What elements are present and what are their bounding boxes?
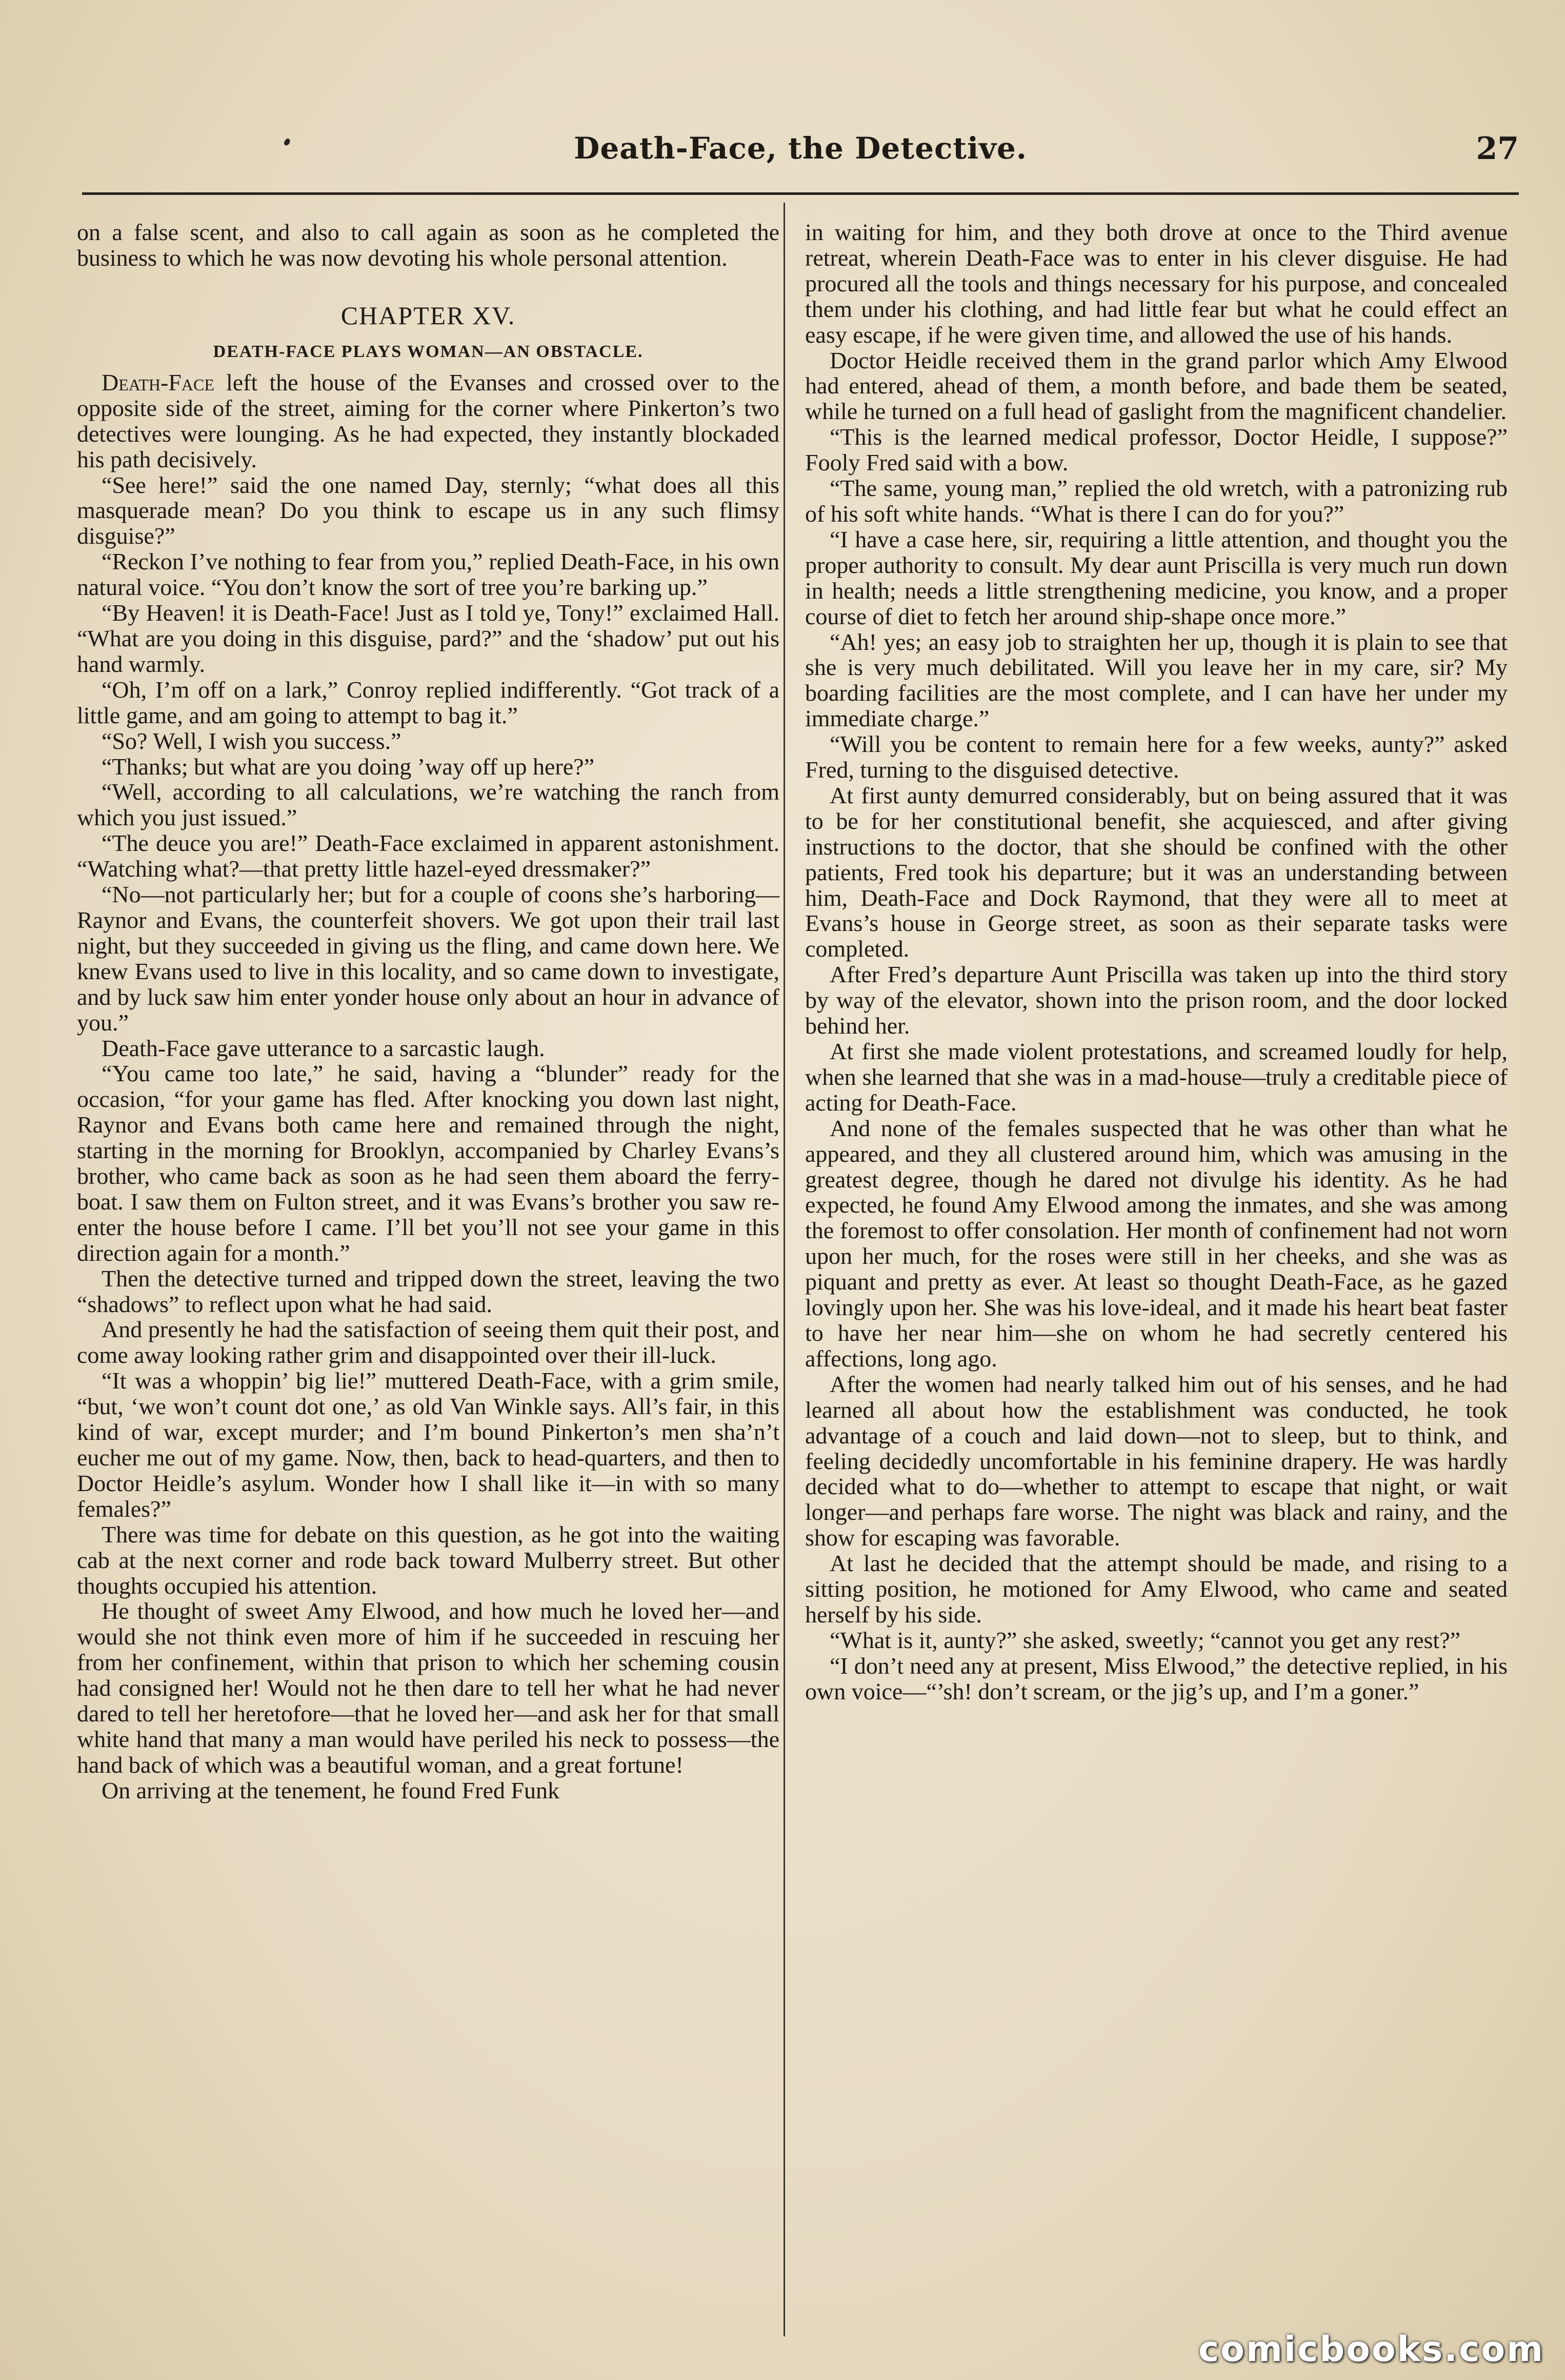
paragraph: “Reckon I’ve nothing to fear from you,” replied Death-Face, in his own natural voice. “You don’t know the sort of tree you’re barking up.” <box>77 548 779 601</box>
chapter-title: CHAPTER XV. <box>340 301 516 330</box>
paragraph: “Thanks; but what are you doing ’way off up here?” <box>102 753 594 780</box>
header-rule <box>82 192 1519 195</box>
watermark: comicbooks.com <box>1198 2329 1544 2370</box>
paragraph: “See here!” said the one named Day, sternly; “what does all this masquerade mean? Do you think to escape us in any such flimsy disguise?” <box>77 471 779 549</box>
paragraph-text: left the house of the Evanses and crossed over to the opposite side of the street, aiming for the corner where Pinkerton’s two detectives were lounging. As he had expected, they instantly blockaded his path decisively. <box>77 369 779 472</box>
paragraph: on a false scent, and also to call again as soon as he completed the business to which he was now devoting his whole personal attention. <box>77 219 779 271</box>
paragraph: Then the detective turned and tripped down the street, leaving the two “shadows” to reflect upon what he had said. <box>77 1265 779 1317</box>
paragraph: He thought of sweet Amy Elwood, and how much he loved her—and would she not think even more of him if he succeeded in rescuing her from her confinement, within that prison to which her scheming cousin had consigned her! Would not he then dare to tell her what he had never dared to tell her heretofore—that he loved her—and ask her for that small white hand that many a man would have periled his neck to possess—the hand back of which was a beautiful woman, and a great fortune! <box>77 1598 779 1778</box>
paragraph: Doctor Heidle received them in the grand parlor which Amy Elwood had entered, ahead of them, a month before, and bade them be seated, while he turned on a full head of gaslight from the magnificent chandelier. <box>805 347 1508 425</box>
paragraph: At first she made violent protestations, and screamed loudly for help, when she learned that she was in a mad-house—truly a creditable piece of acting for Death-Face. <box>805 1038 1508 1116</box>
lead-word: Death-Face <box>102 369 214 395</box>
paragraph: “This is the learned medical professor, Doctor Heidle, I suppose?” Fooly Fred said with a bow. <box>805 424 1508 476</box>
paragraph: “The deuce you are!” Death-Face exclaimed in apparent astonishment. “Watching what?—that pretty little hazel-eyed dressmaker?” <box>77 830 779 882</box>
paragraph <box>77 370 779 472</box>
chapter-subtitle: DEATH-FACE PLAYS WOMAN—AN OBSTACLE. <box>213 342 644 362</box>
paragraph: Death-Face gave utterance to a sarcastic laugh. <box>102 1035 545 1061</box>
paragraph: “No—not particularly her; but for a couple of coons she’s harboring—Raynor and Evans, the counterfeit shovers. We got upon their trail last night, but they succeeded in giving us the fling, and came down here. We knew Evans used to live in this locality, and so came down to investigate, and by luck saw him enter yonder house only about an hour in advance of you.” <box>77 881 779 1036</box>
page-number: 27 <box>1476 131 1519 167</box>
paragraph: “I have a case here, sir, requiring a little attention, and thought you the proper authority to consult. My dear aunt Priscilla is very much run down in health; needs a little strengthening medicine, you know, and a proper course of diet to fetch her around ship-shape once more.” <box>805 526 1508 629</box>
paragraph: “You came too late,” he said, having a “blunder” ready for the occasion, “for your game has fled. After knocking you down last night, Raynor and Evans both came here and remained through the night, starting in the morning for Brooklyn, accompanied by Charley Evans’s brother, who came back as soon as he had seen them aboard the ferry-boat. I saw them on Fulton street, and it was Evans’s brother you saw re-enter the house before I came. I’ll bet you’ll not see your game in this direction again for a month.” <box>77 1060 779 1266</box>
paragraph: “I don’t need any at present, Miss Elwood,” the detective replied, in his own voice—“’sh! don’t scream, or the jig’s up, and I’m a goner.” <box>805 1652 1508 1704</box>
page-header <box>82 131 1519 182</box>
paragraph: “It was a whoppin’ big lie!” muttered Death-Face, with a grim smile, “but, ‘we won’t count dot one,’ as old Van Winkle says. All’s fair, in this kind of war, except murder; and I’m bound Pinkerton’s men sha’n’t eucher me out of my game. Now, then, back to head-quarters, and then to Doctor Heidle’s asylum. Wonder how I shall like it—in with so many females?” <box>77 1367 779 1522</box>
right-column <box>805 220 1508 1704</box>
paragraph: At first aunty demurred considerably, but on being assured that it was to be for her constitutional benefit, she acquiesced, and after giving instructions to the doctor, that she should be confined with the other patients, Fred took his departure; but it was an understanding between him, Death-Face and Dock Raymond, that they were all to meet at Evans’s house in George street, as soon as their separate tasks were completed. <box>805 782 1508 962</box>
paragraph: “Oh, I’m off on a lark,” Conroy replied indifferently. “Got track of a little game, and am going to attempt to bag it.” <box>77 676 779 728</box>
paragraph: “So? Well, I wish you success.” <box>102 727 402 754</box>
running-title: Death-Face, the Detective. <box>574 131 1027 166</box>
paragraph: in waiting for him, and they both drove at once to the Third avenue retreat, wherein Death-Face was to enter in his clever disguise. He had procured all the tools and things necessary for his purpose, and concealed them under his clothing, and had little fear but what he could effect an easy escape, if he were given time, and allowed the use of his hands. <box>805 219 1508 348</box>
paragraph: “The same, young man,” replied the old wretch, with a patronizing rub of his soft white hands. “What is there I can do for you?” <box>805 475 1508 527</box>
paragraph: “Ah! yes; an easy job to straighten her up, though it is plain to see that she is very much debilitated. Will you leave her in my care, sir? My boarding facilities are the most complete, and I can have her under my immediate charge.” <box>805 628 1508 732</box>
paragraph: “Well, according to all calculations, we’re watching the ranch from which you just issued.” <box>77 779 779 831</box>
paragraph: After Fred’s departure Aunt Priscilla was taken up into the third story by way of the elevator, shown into the prison room, and the door locked behind her. <box>805 961 1508 1039</box>
paragraph: “By Heaven! it is Death-Face! Just as I told ye, Tony!” exclaimed Hall. “What are you doing in this disguise, pard?” and the ‘shadow’ put out his hand warmly. <box>77 600 779 677</box>
paragraph: And none of the females suspected that he was other than what he appeared, and they all clustered around him, which was amusing in the greatest degree, though he dared not divulge his identity. As he had expected, he found Amy Elwood among the inmates, and she was among the foremost to offer consolation. Her month of confinement had not worn upon her much, for the roses were still in her cheeks, and she was as piquant and pretty as ever. At least so thought Death-Face, as he gazed lovingly upon her. She was his love-ideal, and it made his heart beat faster to have her near him—she on whom he had secretly centered his affections, long ago. <box>805 1115 1508 1372</box>
paragraph: On arriving at the tenement, he found Fred Funk <box>102 1777 559 1803</box>
paragraph: “Will you be content to remain here for a few weeks, aunty?” asked Fred, turning to the disguised detective. <box>805 731 1508 783</box>
paragraph: At last he decided that the attempt should be made, and rising to a sitting position, he motioned for Amy Elwood, who came and seated herself by his side. <box>805 1550 1508 1628</box>
paragraph: After the women had nearly talked him out of his senses, and he had learned all about how the establishment was conducted, he took advantage of a couch and laid down—not to sleep, but to think, and feeling decidedly uncomfortable in his feminine drapery. He was hardly decided what to do—whether to attempt to escape that night, or wait longer—and perhaps fare worse. The night was black and rainy, and the show for escaping was favorable. <box>805 1371 1508 1551</box>
paragraph: And presently he had the satisfaction of seeing them quit their post, and come away looking rather grim and disappointed over their ill-luck. <box>77 1316 779 1369</box>
column-divider <box>784 203 785 2336</box>
paragraph: “What is it, aunty?” she asked, sweetly; “cannot you get any rest?” <box>830 1627 1461 1653</box>
left-column <box>77 220 779 1803</box>
paragraph: There was time for debate on this question, as he got into the waiting cab at the next corner and rode back toward Mulberry street. But other thoughts occupied his attention. <box>77 1521 779 1599</box>
